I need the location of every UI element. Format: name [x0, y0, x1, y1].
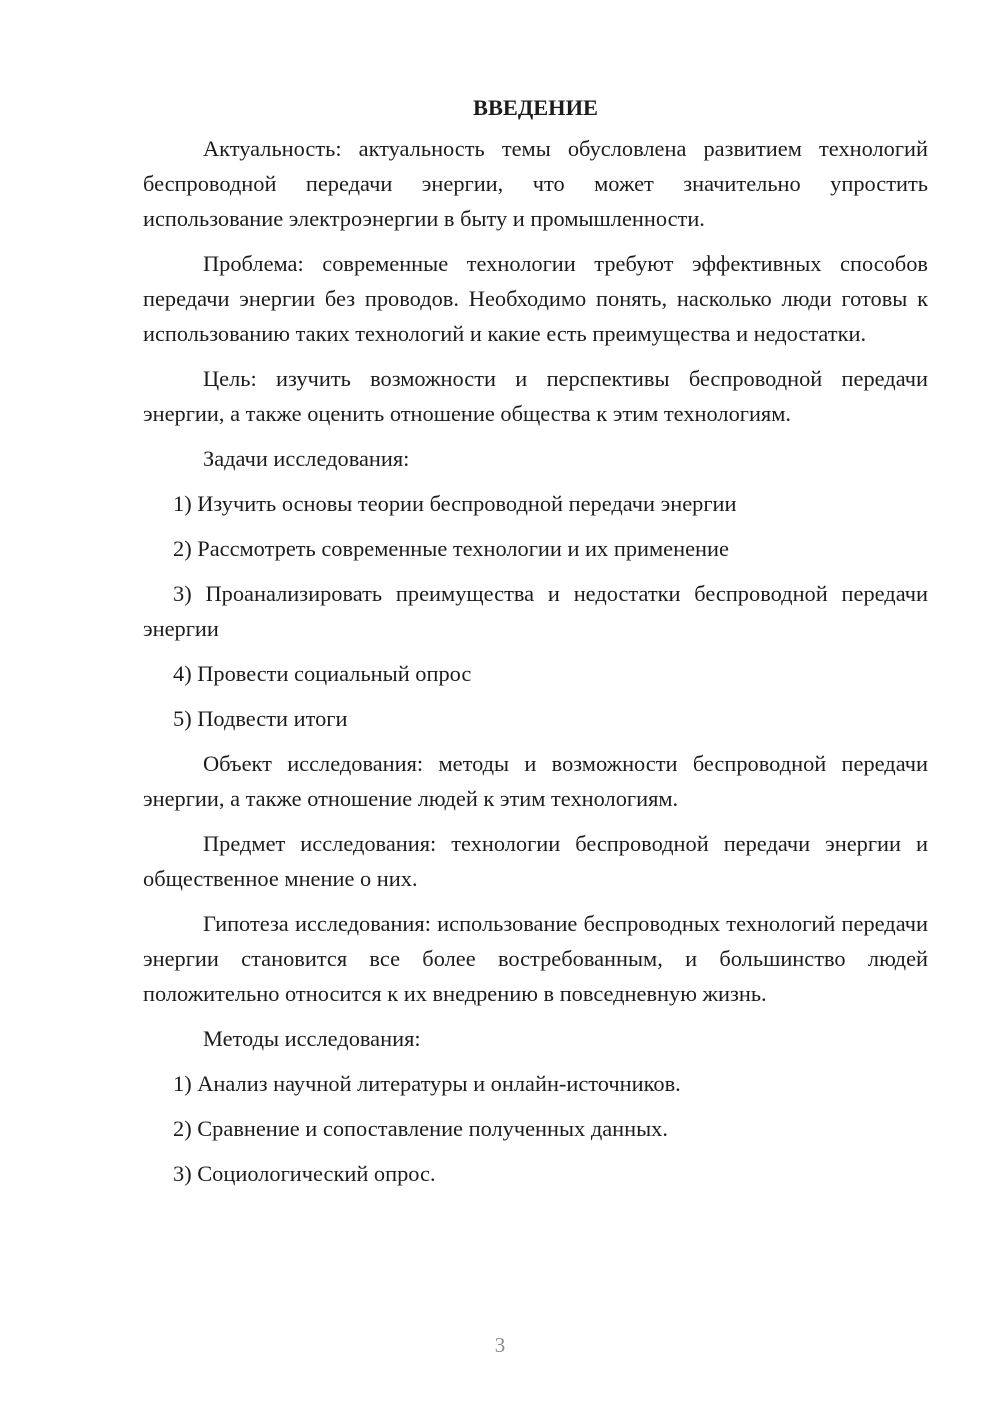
task-item: 5) Подвести итоги: [173, 706, 348, 731]
task-item: 3) Проанализировать преимущества и недостатки беспроводной передачи энергии: [143, 581, 928, 641]
tasks-heading: Задачи исследования:: [203, 446, 410, 471]
page-number: 3: [494, 1333, 506, 1357]
task-item: 2) Рассмотреть современные технологии и их применение: [173, 536, 729, 561]
task-item: 4) Провести социальный опрос: [173, 661, 472, 686]
hypothesis-paragraph: Гипотеза исследования: использование беспроводных технологий передачи энергии становится все более востребованным, и большинство людей положительно относится к их внедрению в повседневную жизнь.: [143, 911, 928, 1006]
method-item: 1) Анализ научной литературы и онлайн-источников.: [173, 1071, 681, 1096]
document-page: [143, 90, 928, 1201]
subject-paragraph: Предмет исследования: технологии беспроводной передачи энергии и общественное мнение о них.: [143, 831, 928, 891]
object-paragraph: Объект исследования: методы и возможности беспроводной передачи энергии, а также отношение людей к этим технологиям.: [143, 751, 928, 811]
method-item: 2) Сравнение и сопоставление полученных данных.: [173, 1116, 668, 1141]
task-item: 1) Изучить основы теории беспроводной передачи энергии: [173, 491, 737, 516]
section-title: ВВЕДЕНИЕ: [473, 95, 598, 120]
methods-heading: Методы исследования:: [203, 1026, 421, 1051]
relevance-paragraph: Актуальность: актуальность темы обусловлена развитием технологий беспроводной передачи энергии, что может значительно упростить использование электроэнергии в быту и промышленности.: [143, 136, 928, 231]
problem-paragraph: Проблема: современные технологии требуют эффективных способов передачи энергии без проводов. Необходимо понять, насколько люди готовы к использованию таких технологий и какие есть преимущества и недостатки.: [143, 251, 928, 346]
goal-paragraph: Цель: изучить возможности и перспективы беспроводной передачи энергии, а также оценить отношение общества к этим технологиям.: [143, 366, 928, 426]
method-item: 3) Социологический опрос.: [173, 1161, 436, 1186]
